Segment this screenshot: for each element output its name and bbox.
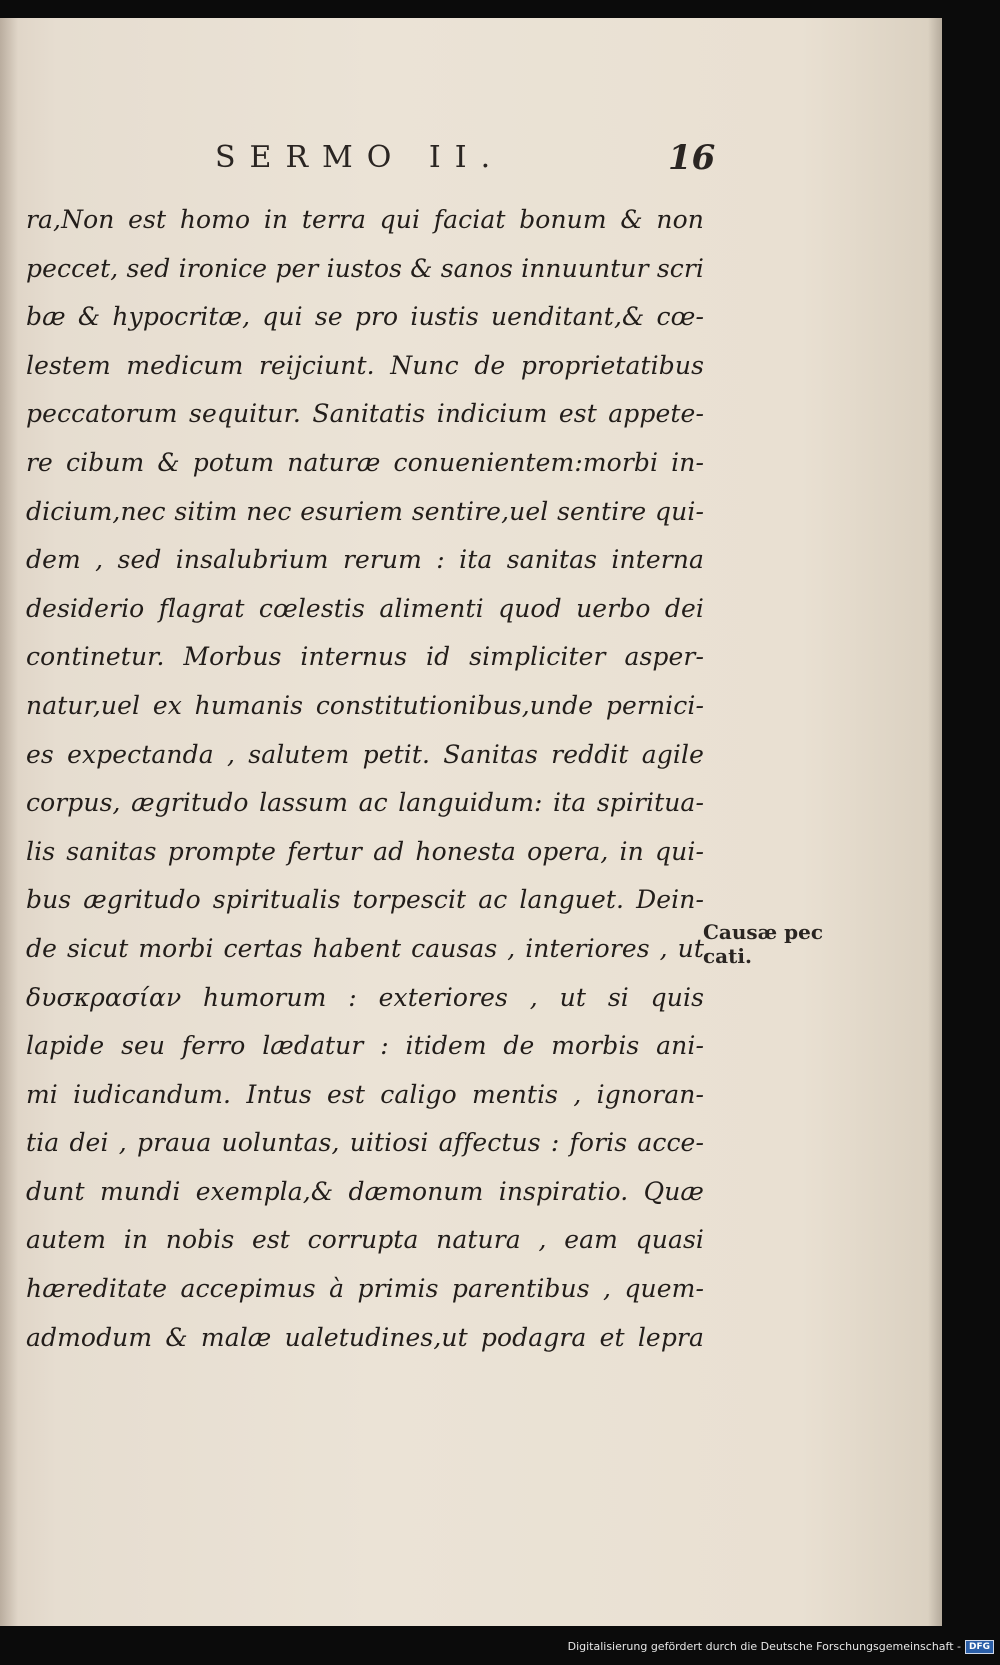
text-line: δυσκρασίαν humorum : exteriores , ut si quis — [26, 982, 704, 1012]
text-line: ra,Non est homo in terra qui faciat bonum & non — [26, 205, 704, 234]
text-line: dem , sed insalubrium rerum : ita sanitas interna — [26, 545, 704, 575]
body-text — [26, 196, 704, 1362]
digitization-footer — [0, 1636, 1000, 1658]
page-fold-shadow — [928, 18, 942, 1626]
marginal-note — [703, 920, 843, 968]
text-line: corpus, ægritudo lassum ac languidum: ita spiritua- — [26, 788, 704, 818]
text-line: re cibum & potum naturæ conuenientem:morbi in- — [26, 447, 704, 477]
text-line: mi iudicandum. Intus est caligo mentis , ignoran- — [26, 1079, 704, 1109]
text-line: peccatorum sequitur. Sanitatis indicium est appete- — [26, 399, 704, 429]
text-line: continetur. Morbus internus id simpliciter asper- — [26, 642, 704, 672]
text-line: dicium,nec sitim nec esuriem sentire,uel sentire qui- — [26, 496, 704, 526]
text-line: peccet, sed ironice per iustos & sanos innuuntur scri — [26, 253, 704, 283]
text-line: tia dei , praua uoluntas, uitiosi affectus : foris acce- — [26, 1128, 704, 1158]
text-line: natur,uel ex humanis constitutionibus,unde pernici- — [26, 690, 704, 720]
text-line: lapide seu ferro lædatur : itidem de morbis ani- — [26, 1031, 704, 1061]
running-head: SERMO II. — [215, 140, 505, 175]
text-line: de sicut morbi certas habent causas , interiores , ut — [26, 933, 704, 963]
text-line: es expectanda , salutem petit. Sanitas reddit agile — [26, 739, 704, 769]
text-line: lis sanitas prompte fertur ad honesta opera, in qui- — [26, 836, 704, 866]
text-line: desiderio flagrat cœlestis alimenti quod uerbo dei — [26, 593, 704, 623]
text-line: bus ægritudo spiritualis torpescit ac languet. Dein- — [26, 885, 704, 915]
marginal-note-line: cati. — [703, 944, 752, 968]
page-number: 16 — [668, 138, 716, 178]
text-line: hæreditate accepimus à primis parentibus , quem- — [26, 1274, 704, 1304]
text-line: autem in nobis est corrupta natura , eam quasi — [26, 1225, 704, 1255]
page-header — [0, 140, 942, 190]
text-line: lestem medicum reijciunt. Nunc de proprietatibus — [26, 350, 704, 380]
marginal-note-line: Causæ pec — [703, 920, 824, 944]
text-line: admodum & malæ ualetudines,ut podagra et lepra — [26, 1322, 704, 1352]
dfg-logo-icon: DFG — [965, 1640, 994, 1654]
text-line: bæ & hypocritæ, qui se pro iustis uenditant,& cœ- — [26, 302, 704, 332]
text-line: dunt mundi exempla,& dæmonum inspiratio. Quæ — [26, 1176, 704, 1206]
funding-credit: Digitalisierung gefördert durch die Deutsche Forschungsgemeinschaft - — [567, 1640, 961, 1653]
page-edge-shadow — [0, 18, 18, 1626]
book-page — [0, 18, 942, 1626]
